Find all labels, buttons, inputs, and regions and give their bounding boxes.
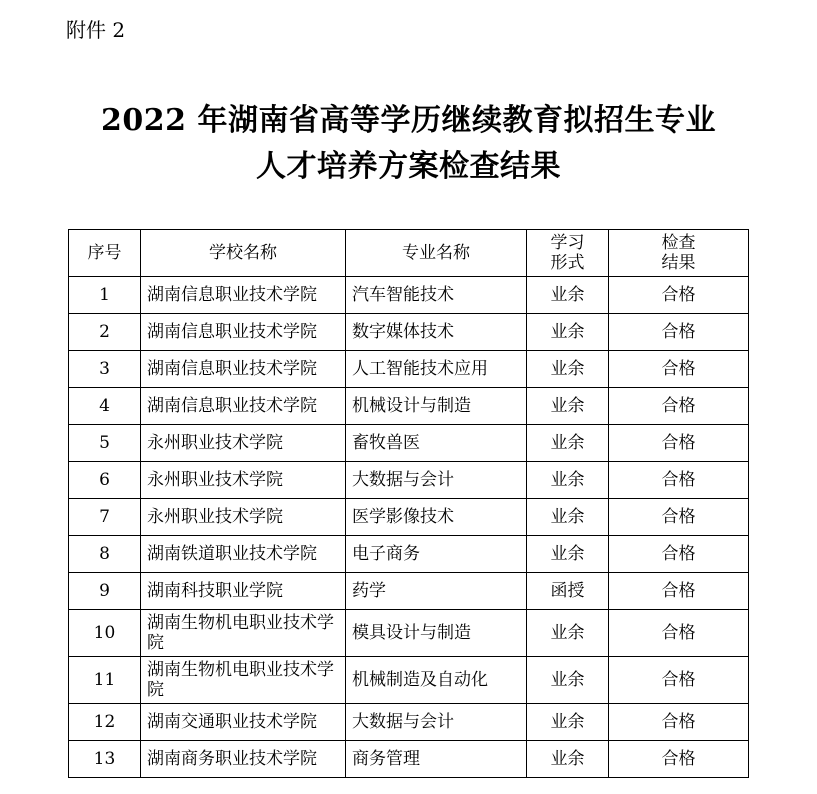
row-major: 机械制造及自动化 [346, 657, 527, 704]
table-row [69, 351, 749, 388]
row-result: 合格 [609, 610, 749, 657]
row-no: 13 [69, 741, 141, 778]
header-form-line-1: 学习 [550, 233, 585, 253]
row-school: 湖南信息职业技术学院 [141, 351, 346, 388]
row-major: 数字媒体技术 [346, 314, 527, 351]
row-no: 12 [69, 704, 141, 741]
row-form: 业余 [527, 314, 609, 351]
row-major: 大数据与会计 [346, 704, 527, 741]
row-result: 合格 [609, 741, 749, 778]
row-major: 汽车智能技术 [346, 277, 527, 314]
row-no: 6 [69, 462, 141, 499]
row-form: 业余 [527, 351, 609, 388]
row-result: 合格 [609, 277, 749, 314]
header-form-line-2: 形式 [550, 253, 585, 273]
row-no: 8 [69, 536, 141, 573]
table-row [69, 536, 749, 573]
row-result: 合格 [609, 351, 749, 388]
row-major: 电子商务 [346, 536, 527, 573]
table-row [69, 573, 749, 610]
table-row [69, 388, 749, 425]
row-form: 业余 [527, 536, 609, 573]
row-form: 业余 [527, 462, 609, 499]
table-row [69, 277, 749, 314]
header-result-line-2: 结果 [661, 253, 696, 273]
row-school: 湖南商务职业技术学院 [141, 741, 346, 778]
row-no: 9 [69, 573, 141, 610]
document-title-line-1: 2022 年湖南省高等学历继续教育拟招生专业 [101, 103, 716, 138]
header-major: 专业名称 [346, 230, 527, 277]
row-major: 商务管理 [346, 741, 527, 778]
row-school: 湖南科技职业学院 [141, 573, 346, 610]
row-form: 业余 [527, 741, 609, 778]
table-row [69, 499, 749, 536]
row-school: 永州职业技术学院 [141, 499, 346, 536]
row-no: 7 [69, 499, 141, 536]
row-result: 合格 [609, 499, 749, 536]
row-result: 合格 [609, 536, 749, 573]
row-school: 湖南交通职业技术学院 [141, 704, 346, 741]
header-result-line-1: 检查 [661, 233, 696, 253]
row-result: 合格 [609, 388, 749, 425]
header-result [609, 230, 749, 277]
row-form: 业余 [527, 388, 609, 425]
row-form: 函授 [527, 573, 609, 610]
row-school: 湖南信息职业技术学院 [141, 314, 346, 351]
header-school: 学校名称 [141, 230, 346, 277]
row-major: 模具设计与制造 [346, 610, 527, 657]
row-school: 永州职业技术学院 [141, 462, 346, 499]
row-result: 合格 [609, 573, 749, 610]
row-no: 3 [69, 351, 141, 388]
row-school: 湖南信息职业技术学院 [141, 388, 346, 425]
header-form [527, 230, 609, 277]
row-school: 湖南生物机电职业技术学院 [141, 657, 346, 704]
row-form: 业余 [527, 277, 609, 314]
table-header-row [69, 230, 749, 277]
row-form: 业余 [527, 425, 609, 462]
row-school: 湖南生物机电职业技术学院 [141, 610, 346, 657]
row-result: 合格 [609, 462, 749, 499]
table-row [69, 704, 749, 741]
row-school: 湖南铁道职业技术学院 [141, 536, 346, 573]
row-no: 4 [69, 388, 141, 425]
row-result: 合格 [609, 314, 749, 351]
results-table [68, 229, 749, 778]
row-form: 业余 [527, 657, 609, 704]
row-school: 湖南信息职业技术学院 [141, 277, 346, 314]
row-no: 1 [69, 277, 141, 314]
row-no: 10 [69, 610, 141, 657]
row-no: 5 [69, 425, 141, 462]
table-row [69, 610, 749, 657]
row-major: 药学 [346, 573, 527, 610]
row-result: 合格 [609, 425, 749, 462]
table-row [69, 314, 749, 351]
attachment-label: 附件 2 [66, 18, 126, 42]
row-form: 业余 [527, 610, 609, 657]
row-no: 11 [69, 657, 141, 704]
row-no: 2 [69, 314, 141, 351]
table-row [69, 462, 749, 499]
document-title-line-2: 人才培养方案检查结果 [256, 149, 561, 184]
row-major: 大数据与会计 [346, 462, 527, 499]
row-major: 人工智能技术应用 [346, 351, 527, 388]
header-no: 序号 [69, 230, 141, 277]
row-form: 业余 [527, 499, 609, 536]
table-row [69, 425, 749, 462]
row-school: 永州职业技术学院 [141, 425, 346, 462]
table-row [69, 657, 749, 704]
table-row [69, 741, 749, 778]
row-form: 业余 [527, 704, 609, 741]
row-result: 合格 [609, 704, 749, 741]
row-major: 机械设计与制造 [346, 388, 527, 425]
row-major: 畜牧兽医 [346, 425, 527, 462]
row-result: 合格 [609, 657, 749, 704]
row-major: 医学影像技术 [346, 499, 527, 536]
